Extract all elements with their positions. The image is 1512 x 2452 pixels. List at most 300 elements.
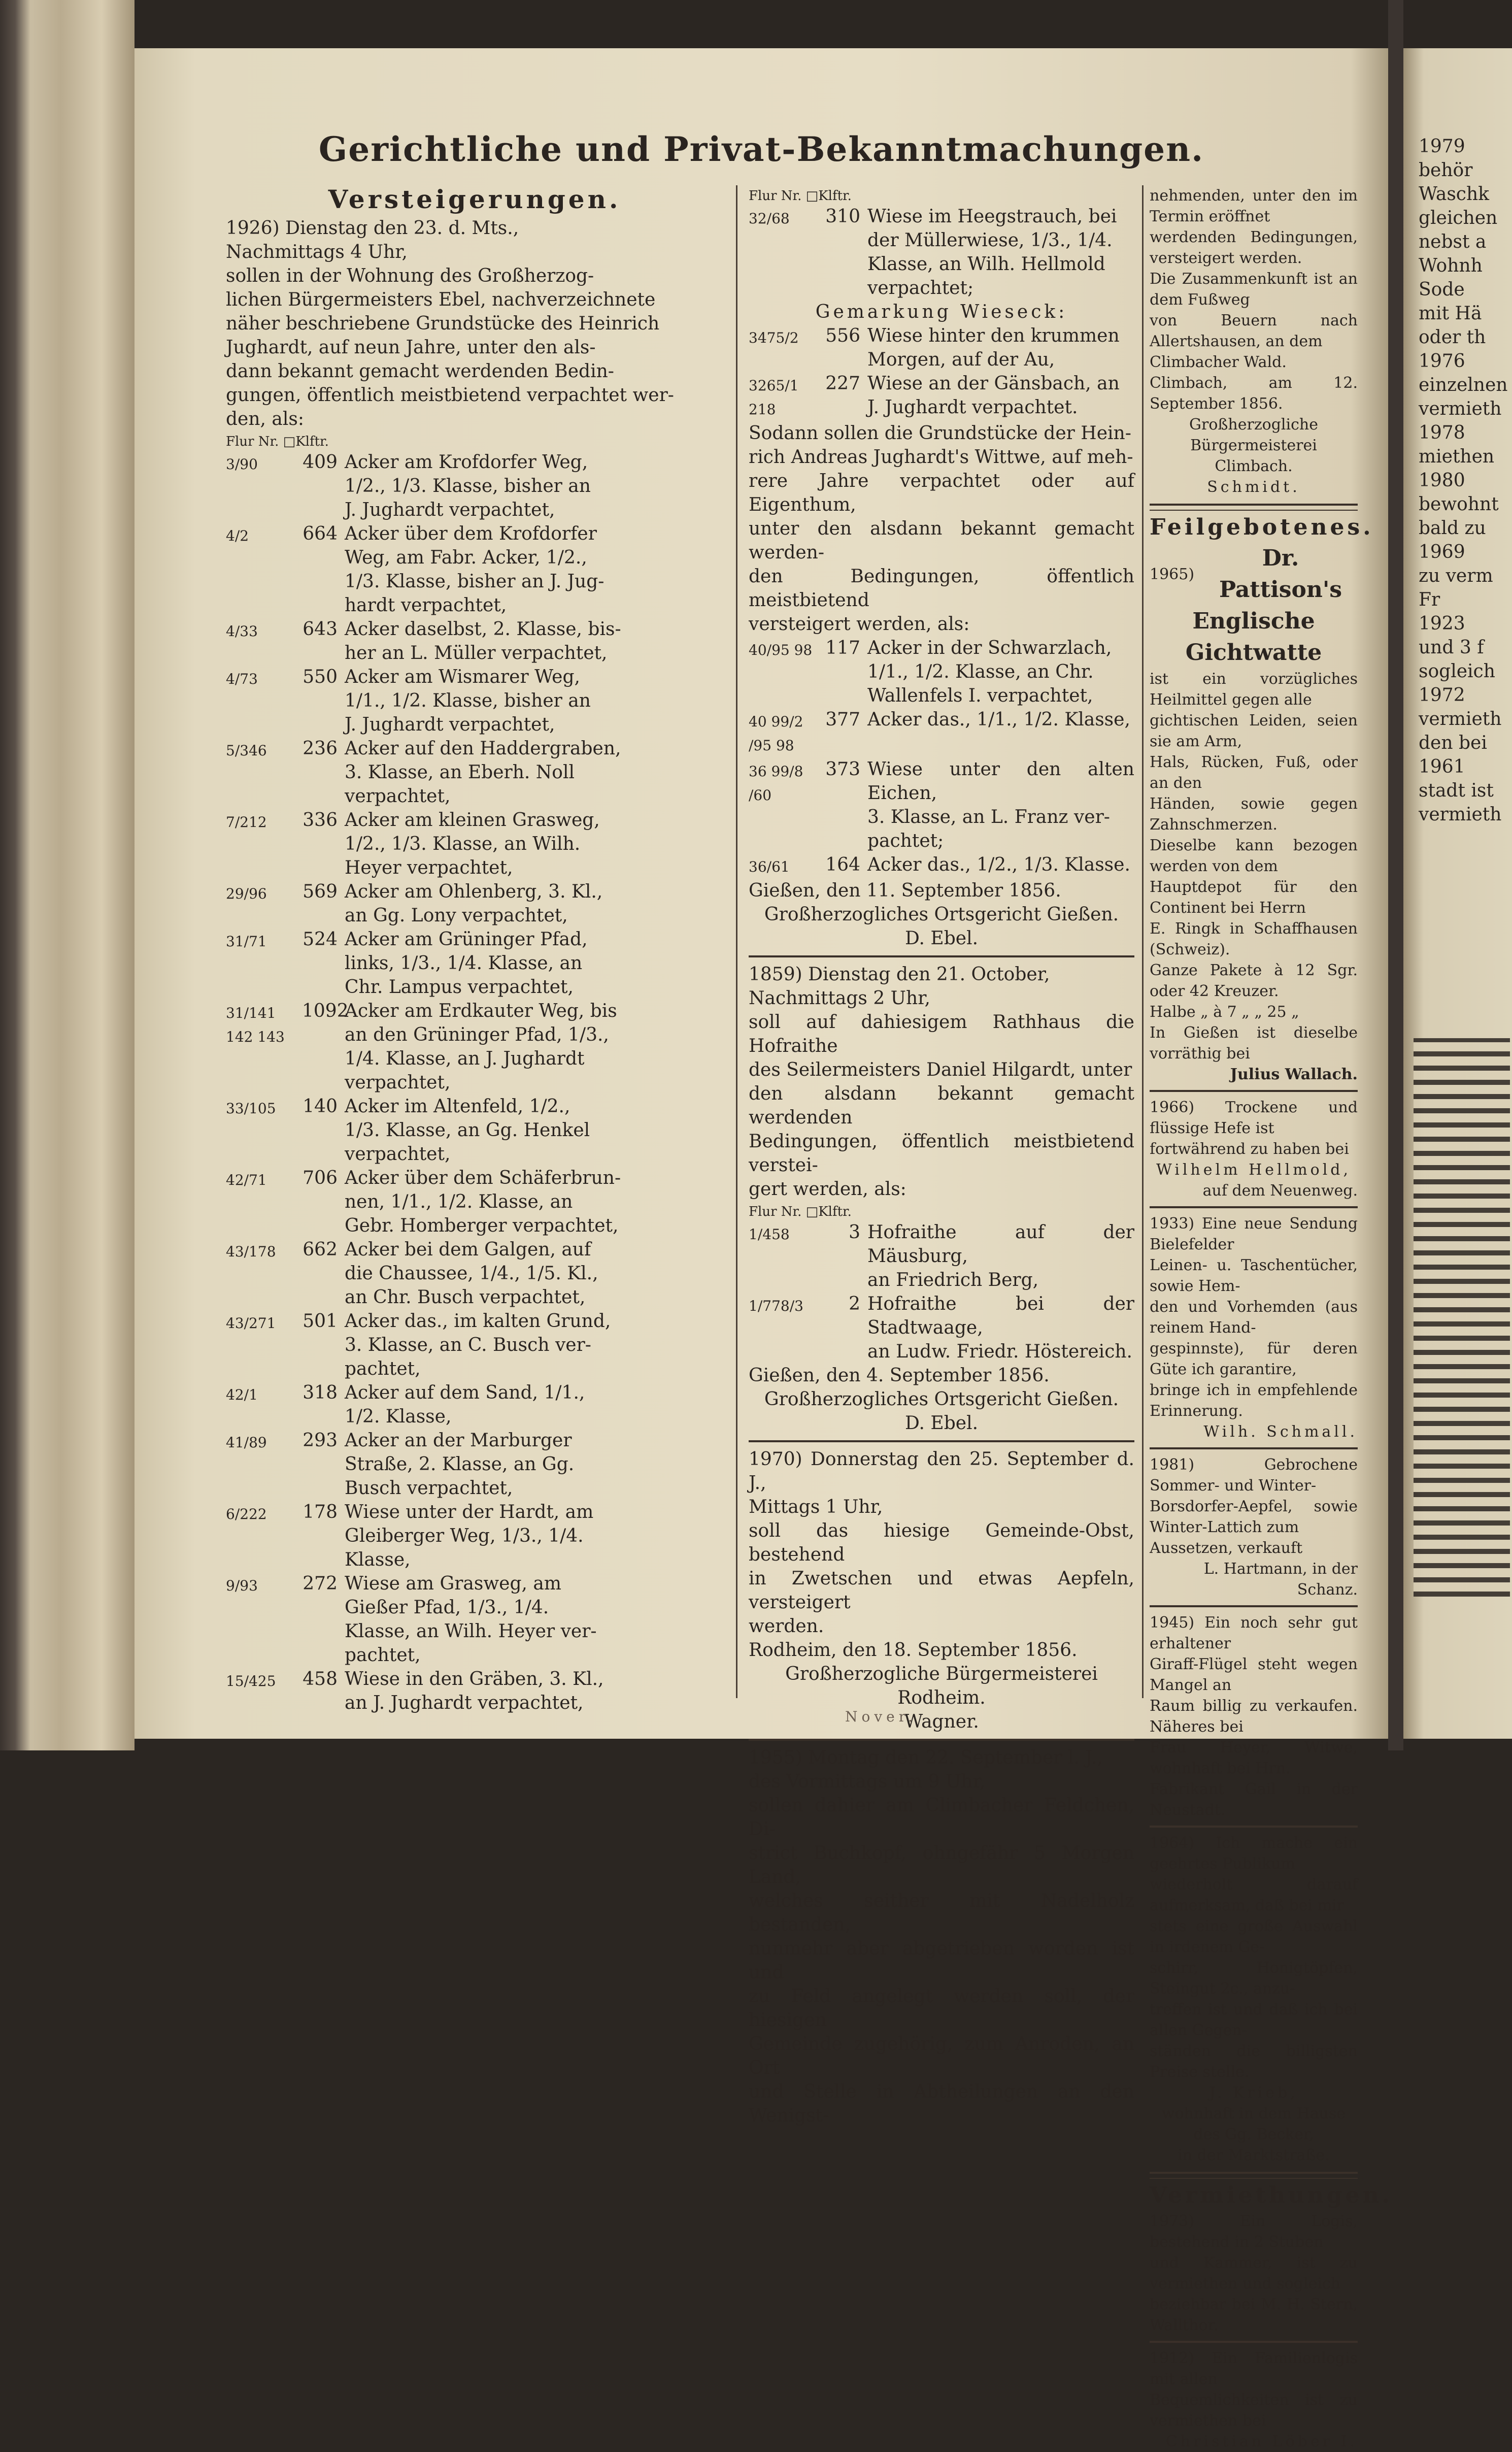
text-line: J. Jughardt verpachtet. [867,397,1078,418]
text-line: von Beuern nach Allertshausen, an dem [1150,312,1358,350]
table-row [749,205,1134,300]
text-line: an J. Jughardt verpachtet, [345,1693,584,1713]
text-line: Fabrikant Gail in der Neustadt. [1150,1780,1358,1819]
page-header: Gerichtliche und Privat-Bekanntmachungen. [318,129,1204,169]
flur-number: 36/61 [749,858,790,875]
text-line: Acker auf den Haddergraben, [345,738,621,759]
text-line: 3. Klasse, an C. Busch ver- [345,1335,591,1355]
text-line: werdenden Bedingungen, versteigert werden. [1150,228,1358,267]
text-line: J. Jughardt verpachtet, [345,714,555,735]
flur-number: 29/96 [226,885,267,902]
date-line: Rodheim, den 18. September 1856. [749,1640,1078,1661]
notice-1955 [749,1746,1134,2128]
flur-number: 1/778/3 [749,1298,803,1314]
parcel-description [345,522,723,617]
divider [1150,2341,1358,2343]
text-line: an Friedrich Berg, [867,1270,1039,1290]
text-line: Acker am Erdkauter Weg, bis [345,1001,617,1021]
text-line: Hals, Rücken, Fuß, oder an den [1150,753,1358,792]
table-row [749,636,1134,708]
table-row [226,1166,723,1238]
text-line: verpachtet, [345,1144,451,1165]
parcel-description [867,324,1134,372]
text-line: Acker am Wismarer Weg, [345,667,580,687]
table-row [226,808,723,880]
text-line: Frau Heyer, Witwe, wohnhaft bei Hrn. [1150,1739,1358,1777]
flur-number: 4/73 [226,671,258,687]
text-line: 1/2. Klasse, [345,1406,452,1427]
text-line: zu Feld angelegt werden soll, der hiesigen [749,1986,1134,2031]
parcel-description [867,205,1134,300]
next-page-text [1403,48,1512,826]
text-line: Aussetzen, verkauft [1150,1539,1303,1557]
divider [749,1739,1134,1741]
text-line: Hofraithe auf der Mäusburg, [867,1222,1134,1267]
table-header: Flur Nr. □Klftr. [226,434,329,449]
text-line: und Stelle in Abtheilungen an den Wenigst- [749,2081,1134,2126]
klafter-value: 706 [303,1168,338,1188]
text-line: Acker bei dem Galgen, auf [345,1239,591,1260]
text-line: bringe ich in empfehlende Erinnerung. [1150,1381,1358,1420]
text-line: gespinnste), für deren Güte ich garantire, [1150,1340,1358,1378]
parcel-table [226,450,723,1715]
text-line: Acker am Krofdorfer Weg, [345,452,588,473]
text-line: her an L. Müller verpachtet, [345,643,608,664]
paragraph-sodann [749,421,1134,636]
text-line: Die Zusammenkunft ist an dem Fußweg [1150,270,1358,309]
parcel-description [867,1292,1134,1364]
parcel-description [867,708,1134,732]
column-rule [1142,185,1144,1698]
date-line: Gießen, den 4. September 1856. [749,1365,1050,1386]
text-line: den alsdann bekannt gemacht werdenden [749,1083,1134,1128]
notice-1933 [1150,1213,1358,1421]
text-line: 1969 [1419,542,1465,562]
table-row [226,1572,723,1667]
text-line: Gleiberger Weg, 1/3., 1/4. [345,1526,584,1546]
table-row [226,1095,723,1166]
newspaper-page [135,48,1393,2450]
text-line: nehmenden, unter den im Termin eröffnet [1150,187,1358,225]
text-line: Wallenfels I. verpachtet, [867,685,1093,706]
text-line: beziehbar bei M. H. Stern, Wallthor. [1150,2296,1358,2334]
klafter-value: 662 [303,1239,338,1260]
text-line: Wiese an der Gänsbach, an [867,373,1120,394]
flur-number: 6/222 [226,1506,267,1522]
notice-1981 [1150,1454,1358,1559]
table-row [226,927,723,999]
table-row [749,324,1134,372]
text-line: Busch verpachtet, [345,1478,513,1499]
text-line: dann bekannt gemacht werdenden Bedin- [226,361,614,382]
table-row [749,1220,1134,1292]
text-line: Morgen, auf der Au, [867,349,1055,370]
klafter-value: 336 [303,810,338,831]
flur-number: 36 99/8 /60 [749,763,803,804]
flur-number: 33/105 [226,1100,276,1117]
table-header: Flur Nr. □Klftr. [749,1204,852,1219]
text-line: 1/1., 1/2. Klasse, an Chr. [867,661,1094,682]
text-line: Borsdorfer-Aepfel, sowie Winter-Lattich zum [1150,1498,1358,1536]
table-row [226,617,723,665]
text-line: Acker über dem Krofdorfer [345,523,597,544]
parcel-description [345,1381,723,1429]
text-line: 1978 [1419,422,1465,443]
advert-address: in der Marktstraße. [1178,2146,1330,2164]
flur-number: 40 99/2 /95 98 [749,713,803,754]
column-rule [736,185,737,1698]
klafter-value: 310 [825,206,860,227]
parcel-description [867,757,1134,853]
text-line: werden. [749,1616,824,1637]
text-line: 1972 [1419,685,1465,706]
text-line: ist ein vorzügliches Heilmittel gegen alle [1150,670,1358,709]
advert-name: Dr. Pattison's [1219,545,1342,603]
text-line: Hauptdepot für den Continent bei Herrn [1150,878,1358,917]
klafter-value: 524 [303,929,338,950]
text-line: rich Andreas Jughardt's Wittwe, auf meh- [749,447,1133,468]
text-line: Acker daselbst, 2. Klasse, bis- [345,619,621,640]
advert-signature: J. Krieb, [1209,2084,1298,2102]
divider [749,1440,1134,1442]
parcel-description [867,1220,1134,1292]
text-line: den und Vorhemden (aus reinem Hand- [1150,1298,1358,1337]
text-line: Nachmittags 4 Uhr, [226,242,408,262]
text-line: 1966) Trockene und flüssige Hefe ist [1150,1099,1358,1137]
text-line: verpachtet, [345,1072,451,1093]
klafter-value: 164 [825,854,860,875]
parcel-table [749,636,1134,879]
notice-1955-continued [1150,185,1358,373]
table-row [749,708,1134,757]
text-line: Acker auf dem Sand, 1/1., [345,1382,585,1403]
text-line: bald zu [1419,518,1486,539]
column-1 [226,185,723,1715]
footer-mark: Nover. [845,1708,917,1725]
text-line: soll auf dahiesigem Rathhaus die Hofraithe [749,1012,1134,1056]
divider [1150,1826,1358,1828]
flur-number: 43/271 [226,1315,276,1332]
text-line: sollen dahier am Climbacher Feldchen, Di- [749,1795,1134,1840]
text-line: Wiese unter der Hardt, am [345,1502,594,1522]
parcel-description [345,1667,723,1715]
text-line: Fr [1419,589,1440,610]
text-line: einzelnen [1419,375,1508,395]
parcel-description [345,737,723,808]
text-line: Wiese unter den alten Eichen, [867,759,1134,804]
text-line: Acker das., 1/1., 1/2. Klasse, [867,709,1130,730]
parcel-description [867,636,1134,708]
flur-number: 40/95 98 [749,642,813,658]
column-3 [1150,185,1393,2452]
text-line: Klasse, [345,1549,411,1570]
table-row [226,1667,723,1715]
parcel-description [345,617,723,665]
text-line: Climbacher Wald. [1150,353,1287,371]
text-line: Acker in der Schwarzlach, [867,638,1112,658]
text-line: den bei [1419,733,1487,753]
table-row [749,757,1134,853]
flur-number: 42/71 [226,1172,267,1188]
table-row [226,1381,723,1429]
signature-authority: Großherzogliche Bürgermeisterei Climbach. [1189,416,1318,475]
table-row [226,665,723,737]
table-row [749,372,1134,421]
klafter-value: 501 [303,1311,338,1332]
signature-authority: Großherzogliche Bürgermeisterei Rodheim. [785,1664,1098,1708]
divider [1150,1206,1358,1208]
klafter-value: 2 [849,1294,860,1314]
notice-number: 1965) [1150,565,1195,583]
text-line: lichen Bürgermeisters Ebel, nachverzeichnete [226,289,656,310]
table-row [226,522,723,617]
gemarkung-heading: Gemarkung Wieseck: [815,302,1068,322]
notice-1964 [1150,1833,1358,2082]
klafter-value: 643 [303,619,338,640]
text-line: fortwährend zu haben bei [1150,1140,1349,1158]
text-line: Ganze Pakete à 12 Sgr. oder 42 Kreuzer. [1150,962,1358,1000]
flur-number: 3475/2 [749,329,799,346]
text-line: schirr, Honigtöpfen, Steingut 2c., anzu- [1150,1959,1358,1998]
klafter-value: 178 [303,1502,338,1522]
klafter-value: 140 [303,1096,338,1117]
text-line: Acker über dem Schäferbrun- [345,1168,621,1188]
table-header: Flur Nr. □Klftr. [749,188,852,204]
flur-number: 3/90 [226,456,258,473]
text-line: 1973) Ein Logis, bestehend in 2 Stuben [1150,2212,1358,2251]
text-line: des Vormittags um 9 Uhr, [749,1771,986,1792]
notice-1966 [1150,1097,1358,1159]
divider [1150,1447,1358,1449]
text-line: behör [1419,160,1473,181]
section-title-feilgebotenes: Feilgebotenes. [1150,514,1374,540]
text-line: 1926) Dienstag den 23. d. Mts., [226,218,519,239]
klafter-value: 318 [303,1382,338,1403]
text-line: verpachtet; [867,278,974,299]
text-line: links, 1/3., 1/4. Klasse, an [345,953,583,974]
klafter-value: 550 [303,667,338,687]
text-line: nunmehr aber abgetrieben worden ist und [749,1938,1134,1983]
signature-name: Schmidt. [1207,478,1300,496]
text-line: 1/2., 1/3. Klasse, an Wilh. [345,834,581,854]
flur-number: 4/33 [226,623,258,640]
signature-authority: Großherzogliches Ortsgericht Gießen. [764,1389,1119,1410]
parcel-table [749,324,1134,421]
text-line: versteigert werden, als: [749,614,970,635]
date-line: Gießen, den 11. September 1856. [749,880,1061,901]
text-line: 1976 [1419,351,1465,372]
text-line: an Gg. Lony verpachtet, [345,905,568,926]
table-row [226,1238,723,1309]
text-line: 1/3. Klasse, bisher an J. Jug- [345,571,604,592]
text-line: Wohnh [1419,255,1483,276]
text-line: 1970) Donnerstag den 25. September d. J., [749,1449,1134,1494]
flur-number: 41/89 [226,1434,267,1451]
notice-1926-intro [226,216,723,431]
text-line: Bedingungen, öffentlich meistbietend verstei- [749,1131,1134,1176]
text-line: und 3 f [1419,637,1484,658]
klafter-value: 3 [849,1222,860,1243]
klafter-value: 409 [303,452,338,473]
divider [1150,1605,1358,1607]
advert-address: wohnhaft in dem Hause des Gg. Becker, [1161,2105,1346,2143]
text-line: den, als: [226,409,305,429]
text-line: sollen in der Wohnung des Großherzog- [226,266,594,286]
text-line: 1933) Eine neue Sendung Bielefelder [1150,1215,1358,1253]
notice-1965 [1150,669,1358,1064]
flur-number: 4/2 [226,527,249,544]
klafter-value: 272 [303,1573,338,1594]
text-line: mit Hä [1419,303,1482,324]
text-line: 1981) Gebrochene Sommer- und Winter- [1150,1456,1358,1495]
text-line: der Müllerwiese, 1/3., 1/4. [867,230,1113,251]
table-row [226,737,723,808]
flur-number: 43/178 [226,1243,276,1260]
text-line: die Chaussee, 1/4., 1/5. Kl., [345,1263,598,1284]
text-line: Gebr. Homberger verpachtet, [345,1215,619,1236]
text-line: Chr. Lampus verpachtet, [345,977,574,998]
text-line: Gießer Pfad, 1/3., 1/4. [345,1597,549,1618]
flur-number: 5/346 [226,742,267,759]
text-line: unter den alsdann bekannt gemacht werden- [749,518,1134,563]
parcel-description [345,1309,723,1381]
klafter-value: 373 [825,759,860,780]
text-line: an den Grüninger Pfad, 1/3., [345,1024,609,1045]
text-line: Leinen- u. Taschentücher, sowie Hem- [1150,1256,1358,1295]
advert-signature: Wilh. Schmall. [1203,1423,1358,1441]
text-line: Raum billig zu verkaufen. Näheres bei [1150,1697,1358,1736]
text-line: 1/4. Klasse, an J. Jughardt [345,1048,585,1069]
text-line: Dieselbe kann bezogen werden von dem [1150,837,1358,875]
text-line: pachtet, [345,1358,421,1379]
text-line: vermieth [1419,709,1502,730]
text-line: strict Buchkopf, ohngefähr 5 Morgen Land, [749,1843,1134,1887]
table-row [226,1500,723,1572]
text-line: 3. Klasse, an L. Franz ver- [867,807,1110,827]
advert-signature: Julius Wallach. [1230,1066,1358,1083]
text-line: ständen die billigsten Preise stelle. [1150,2042,1358,2081]
section-divider [1150,504,1358,511]
text-line: pachtet; [867,831,944,851]
divider [749,955,1134,957]
text-line: 1923 [1419,613,1465,634]
text-line: vermieth [1419,399,1502,419]
text-line: Sodann sollen die Grundstücke der Hein- [749,423,1131,444]
flur-number: 32/68 [749,210,790,227]
text-line: 1/3. Klasse, an Gg. Henkel [345,1120,590,1141]
text-line: in Zwetschen und etwas Aepfeln, versteigert [749,1568,1134,1613]
klafter-value: 117 [825,638,860,658]
parcel-description [345,927,723,999]
notice-1859 [749,963,1134,1201]
advert-headline: Englische Gichtwatte [1185,608,1322,666]
parcel-description [345,1429,723,1500]
parcel-table [749,205,1134,300]
flur-number: 15/425 [226,1673,276,1689]
text-line: gert werden, als: [749,1179,906,1200]
parcel-description [345,1500,723,1572]
text-line: des Seilermeisters Daniel Hilgardt, unter [749,1059,1132,1080]
text-line: welches seither mit Nadelholz bestanden, [749,1891,1134,1935]
text-line: bewohnt [1419,494,1499,515]
text-line: an Chr. Busch verpachtet, [345,1287,586,1308]
text-line: näher beschriebene Grundstücke des Heinrich [226,313,660,334]
notice-1945 [1150,1612,1358,1820]
text-line: Acker das., 1/2., 1/3. Klasse. [867,854,1130,875]
parcel-description [345,1095,723,1166]
klafter-value: 556 [825,325,860,346]
parcel-description [345,808,723,880]
text-line: E. Ringk in Schaffhausen (Schweiz). [1150,920,1358,958]
text-line: 1979 [1419,136,1465,157]
text-line: 3. Klasse, an Eberh. Noll [345,762,575,783]
table-row [749,1292,1134,1364]
next-page-fragment [1403,48,1512,1739]
text-line: Nachmittags 2 Uhr, [749,988,930,1009]
text-line: stadt ist [1419,780,1494,801]
text-line: den Bedingungen, öffentlich meistbietend [749,566,1134,611]
text-line: stets eine große Auswahl in irdenem Ge- [1150,1917,1358,1956]
table-row [226,1309,723,1381]
klafter-value: 458 [303,1669,338,1689]
text-line: Bequemlichkeiten ist zu vermiethen bei [1150,2391,1358,2430]
text-line: 1/2., 1/3. Klasse, bisher an [345,476,591,496]
text-line: Waschk [1419,184,1489,205]
text-line: Wiese hinter den krummen [867,325,1120,346]
parcel-description [867,853,1134,877]
text-line: verpachtet, [345,786,451,807]
flur-number: 31/141 142 143 [226,1005,285,1045]
klafter-value: 377 [825,709,860,730]
text-line: Händen, sowie gegen Zahnschmerzen. [1150,795,1358,834]
text-line: wiederholt darauf aufmerksam, daß bei mir [1150,1876,1358,1914]
book-page-edges [0,0,135,1750]
parcel-description [345,999,723,1095]
text-line: sogleich [1419,661,1495,682]
signature-authority: Großherzogliches Ortsgericht Gießen. [764,904,1119,925]
flur-number: 7/212 [226,814,267,831]
text-line: Wiese in den Gräben, 3. Kl., [345,1669,604,1689]
text-line: rere Jahre verpachtet oder auf Eigenthum, [749,471,1134,515]
divider [1150,1090,1358,1092]
advert-address: auf dem Neuenweg. [1202,1182,1358,1200]
text-line: 1912) Ein Familienlogis mit allen [1150,2349,1358,2388]
date-line: Climbach, am 12. September 1856. [1150,374,1358,413]
klafter-value: 569 [303,881,338,902]
notice-1973 [1150,2211,1358,2336]
text-line: gungen, öffentlich meistbietend verpachtet wer- [226,385,674,406]
text-line: 1964) Ich mache ein geehrtes Publikum [1150,1834,1358,1873]
signature-name: Wagner. [904,1711,979,1732]
text-line: nebst a [1419,231,1487,252]
text-line: und Kammer, ist zu vermiethen und sogleich [1150,2254,1358,2293]
text-line: J. Jughardt verpachtet, [345,500,555,520]
text-line: 1945) Ein noch sehr gut erhaltener [1150,1614,1358,1652]
flur-number: 42/1 [226,1386,258,1403]
flur-number: 9/93 [226,1577,258,1594]
text-line: treffen ist und daß ich bei allen Gegen- [1150,2001,1358,2039]
text-line: 1859) Dienstag den 21. October, [749,964,1050,985]
text-line: hardt verpachtet, [345,595,507,616]
flur-number: 3265/1 218 [749,377,799,418]
text-line: Acker am kleinen Grasweg, [345,810,600,831]
text-line: Wiese im Heegstrauch, bei [867,206,1117,227]
parcel-description [345,1572,723,1667]
parcel-description [345,1166,723,1238]
table-row [226,1429,723,1500]
parcel-description [345,665,723,737]
klafter-value: 293 [303,1430,338,1451]
